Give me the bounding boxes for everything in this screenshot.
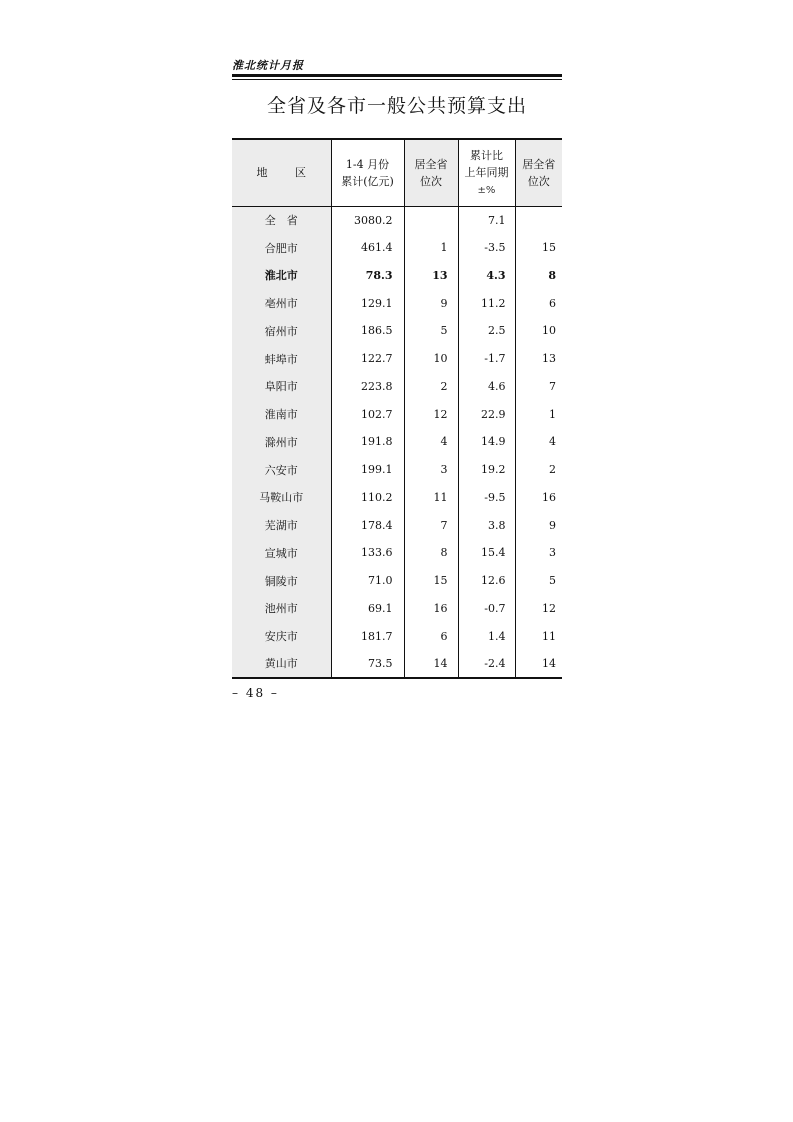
header-cumulative-line2: 累计(亿元) [341,174,394,188]
header-growth-line1: 累计比 [470,148,503,162]
cell-growth-rank: 16 [515,484,562,512]
cell-region: 六安市 [232,456,331,484]
cell-value: 3080.2 [331,206,404,234]
header-cumulative [331,139,404,206]
table-row [232,595,562,623]
cell-growth-rank: 6 [515,289,562,317]
cell-rank: 7 [404,511,458,539]
cell-region: 亳州市 [232,289,331,317]
table-row [232,373,562,401]
cell-growth-rank: 2 [515,456,562,484]
cell-region: 宣城市 [232,539,331,567]
cell-region: 芜湖市 [232,511,331,539]
page-number: – 48 – [232,686,279,700]
cell-growth: 2.5 [458,317,515,345]
cell-region: 合肥市 [232,234,331,262]
cell-rank: 16 [404,595,458,623]
cell-rank: 15 [404,567,458,595]
cell-rank: 12 [404,400,458,428]
cell-value: 110.2 [331,484,404,512]
cell-growth: -3.5 [458,234,515,262]
table-header-row [232,139,562,206]
cell-region: 滁州市 [232,428,331,456]
cell-region: 黄山市 [232,650,331,678]
cell-region: 宿州市 [232,317,331,345]
table-row [232,539,562,567]
cell-value: 78.3 [331,262,404,290]
cell-region: 安庆市 [232,622,331,650]
cell-growth-rank [515,206,562,234]
cell-value: 223.8 [331,373,404,401]
cell-region: 全 省 [232,206,331,234]
cell-rank: 14 [404,650,458,678]
table-row [232,206,562,234]
cell-rank: 6 [404,622,458,650]
cell-growth-rank: 3 [515,539,562,567]
header-region: 地 区 [232,139,331,206]
cell-value: 102.7 [331,400,404,428]
cell-growth-rank: 10 [515,317,562,345]
cell-value: 199.1 [331,456,404,484]
header-growth-rank-line2: 位次 [527,174,550,188]
cell-growth: 22.9 [458,400,515,428]
table-row [232,484,562,512]
table-row [232,400,562,428]
cell-growth: 4.6 [458,373,515,401]
header-rule-thick [232,74,562,77]
header-growth [458,139,515,206]
running-title: 淮北统计月报 [232,59,304,72]
cell-growth: 3.8 [458,511,515,539]
header-growth-rank [515,139,562,206]
cell-region: 淮北市 [232,262,331,290]
header-growth-rank-line1: 居全省 [522,157,556,171]
budget-expenditure-table [232,138,562,679]
cell-region: 马鞍山市 [232,484,331,512]
cell-rank: 10 [404,345,458,373]
cell-rank: 1 [404,234,458,262]
table-row [232,428,562,456]
header-rule-thin [232,79,562,80]
cell-value: 133.6 [331,539,404,567]
table-row [232,622,562,650]
cell-growth: -1.7 [458,345,515,373]
cell-region: 池州市 [232,595,331,623]
cell-value: 186.5 [331,317,404,345]
cell-rank [404,206,458,234]
cell-growth-rank: 1 [515,400,562,428]
cell-value: 122.7 [331,345,404,373]
cell-growth: 1.4 [458,622,515,650]
table-row-highlight [232,262,562,290]
table-row [232,234,562,262]
cell-growth: -9.5 [458,484,515,512]
header-rank-line1: 居全省 [414,157,448,171]
table-row [232,317,562,345]
cell-growth-rank: 5 [515,567,562,595]
cell-growth-rank: 12 [515,595,562,623]
cell-growth: 12.6 [458,567,515,595]
cell-growth: 4.3 [458,262,515,290]
cell-growth: 11.2 [458,289,515,317]
cell-growth-rank: 7 [515,373,562,401]
header-growth-line2: 上年同期 [464,165,509,179]
cell-value: 461.4 [331,234,404,262]
header-cumulative-line1: 1-4 月份 [345,157,390,171]
cell-value: 191.8 [331,428,404,456]
cell-region: 阜阳市 [232,373,331,401]
cell-value: 71.0 [331,567,404,595]
cell-growth: -0.7 [458,595,515,623]
table-row [232,289,562,317]
cell-growth-rank: 13 [515,345,562,373]
table-row [232,511,562,539]
cell-value: 73.5 [331,650,404,678]
table-row [232,567,562,595]
header-rank-line2: 位次 [420,174,442,188]
page-title: 全省及各市一般公共预算支出 [266,95,527,117]
cell-growth-rank: 8 [515,262,562,290]
header-growth-line3: ±% [477,184,496,196]
cell-rank: 13 [404,262,458,290]
cell-growth-rank: 15 [515,234,562,262]
cell-region: 铜陵市 [232,567,331,595]
cell-growth: 15.4 [458,539,515,567]
cell-growth-rank: 9 [515,511,562,539]
cell-rank: 9 [404,289,458,317]
cell-rank: 4 [404,428,458,456]
cell-growth-rank: 14 [515,650,562,678]
cell-value: 69.1 [331,595,404,623]
cell-value: 178.4 [331,511,404,539]
cell-value: 181.7 [331,622,404,650]
cell-rank: 11 [404,484,458,512]
cell-growth-rank: 11 [515,622,562,650]
cell-region: 蚌埠市 [232,345,331,373]
cell-rank: 8 [404,539,458,567]
cell-rank: 3 [404,456,458,484]
cell-region: 淮南市 [232,400,331,428]
cell-rank: 5 [404,317,458,345]
cell-growth: 7.1 [458,206,515,234]
header-rank [404,139,458,206]
cell-growth: 19.2 [458,456,515,484]
cell-growth-rank: 4 [515,428,562,456]
table-row [232,650,562,678]
cell-value: 129.1 [331,289,404,317]
table-row [232,456,562,484]
table-row [232,345,562,373]
cell-growth: -2.4 [458,650,515,678]
cell-growth: 14.9 [458,428,515,456]
cell-rank: 2 [404,373,458,401]
